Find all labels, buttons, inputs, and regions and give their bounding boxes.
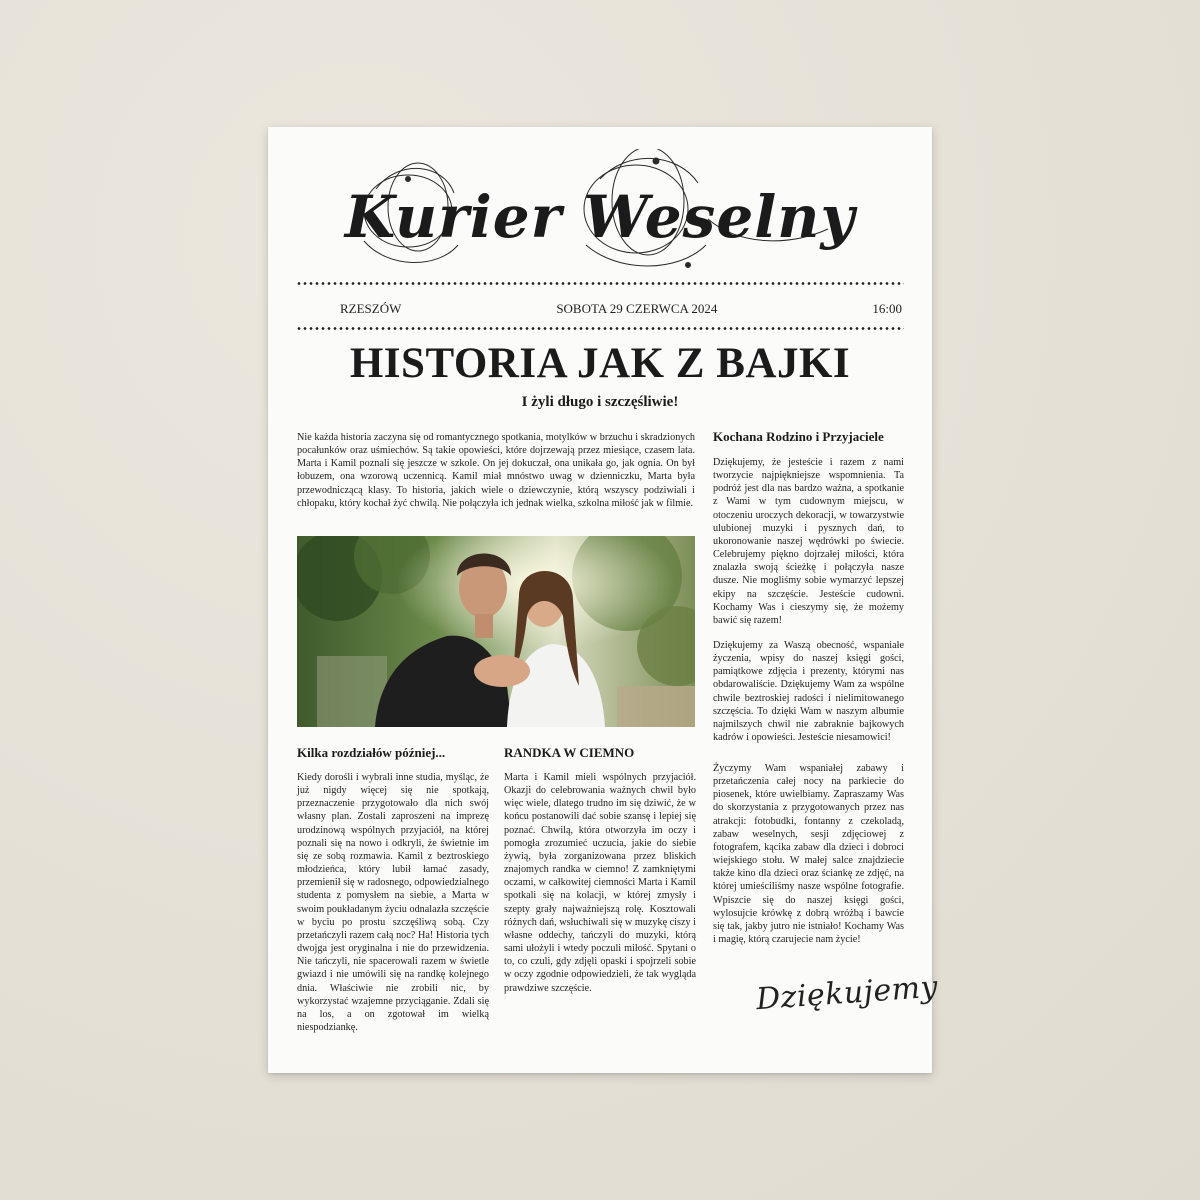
headline: HISTORIA JAK Z BAJKI [349, 340, 851, 387]
couple-photo-illustration [297, 536, 695, 727]
couple-photo [297, 536, 695, 727]
intro-paragraph: Nie każda historia zaczyna się od romantycznego spotkania, motylków w brzuchu i skradzionych pocałunków oraz uśmiechów. Są takie opowieści, które dojrzewają przez miesiące, czasem lata. Marta i Kamil poznali się jeszcze w szkole. On jej dokuczał, ona unikała go, jak ognia. On był łobuzem, ona wzorową uczennicą. Kamil miał mnóstwo uwag w dzienniczku, Marta była przewodniczącą klasy. To historia, jakich wiele o dziewczynie, którą wszyscy podziwiali i chłopaku, który kochał żyć chwilą. Nie połączyła ich jednak wielka, szkolna miłość jak w filmie. [297, 432, 695, 509]
letter-paragraph-2: Dziękujemy za Waszą obecność, wspaniałe życzenia, wpisy do naszej księgi gości, pamiątkowe zdjęcia i prezenty, którymi nas obdarowaliście. Dziękujemy Wam za wspólne chwile beztroskiej radości i nielimitowanego szczęścia. To dzięki Wam w naszym albumie najmilszych chwil nie zabraknie bajkowych kadrów i opowieści. Jesteście niesamowici! [713, 640, 904, 744]
letter-title: Kochana Rodzino i Przyjaciele [713, 429, 884, 444]
dateline-time: 16:00 [872, 301, 902, 316]
bottom-dotted-rule [296, 327, 904, 330]
top-dotted-rule [296, 282, 904, 285]
column-text-1: Kiedy dorośli i wybrali inne studia, myśląc, że już nigdy więcej się nie spotkają, przeznaczenie przygotowało dla nich swój własny plan. Zostali zaproszeni na imprezę urodzinową wspólnych przyjaciół, na której poznali się na nowo i odkryli, że świetnie im się ze sobą rozmawia. Kamil z beztroskiego młodzieńca, który lubił łamać zasady, przemienił się w radosnego, odpowiedzialnego studenta z pomysłem na siebie, a Marta w swoim poukładanym życiu odnalazła szczęście w byciu po prostu szczęśliwą sobą. Czy przetańczyli razem całą noc? Ha! Historia tych dwojga jest oryginalna i nie do przewidzenia. Nie tańczyli, nie spacerowali razem w świetle gwiazd i nie umówili się na randkę kolejnego dnia. Właściwie nie zrobili nic, by wykorzystać wzajemne przyciąganie. Zdali się na los, a on zgotował im wielką niespodziankę. [297, 772, 489, 1033]
dateline [340, 301, 902, 317]
subheadline: I żyli długo i szczęśliwie! [521, 394, 679, 410]
newspaper-sheet [268, 127, 940, 1073]
masthead [268, 149, 932, 279]
signature: Dziękujemy [754, 969, 940, 1018]
dateline-date: SOBOTA 29 CZERWCA 2024 [556, 301, 718, 316]
column-title-2: RANDKA W CIEMNO [504, 745, 635, 760]
masthead-title: Kurier Weselny [344, 183, 856, 251]
letter-paragraph-1: Dziękujemy, że jesteście i razem z nami tworzycie najpiękniejsze wspomnienia. Ta podróż jest dla nas bardzo ważna, a spotkanie z Wami w tym cudownym miejscu, w otoczeniu uroczych dekoracji, w towarzystwie ulubionej muzyki i pysznych dań, to ukoronowanie naszej wędrówki po świecie. Celebrujemy piękno dojrzałej miłości, która znalazła swoją ścieżkę i połączyła nasze dusze. Nie mogliśmy sobie wymarzyć lepszej ekipy na szczęście. Jesteście cudowni. Kochamy Was i cieszymy się, że możemy bawić się razem! [713, 457, 904, 626]
dateline-city: RZESZÓW [340, 301, 402, 316]
column-title-1: Kilka rozdziałów później... [297, 745, 446, 760]
column-text-2: Marta i Kamil mieli wspólnych przyjaciół. Okazji do celebrowania ważnych chwil było więc wiele, dlatego trudno im się dziwić, że w końcu postanowili dać sobie szansę i lepiej się poznać. Chwilą, która otworzyła im oczy i pomogła zrozumieć uczucia, jakie do siebie żywią, była zorganizowana przez bliskich znajomych randka w ciemno! Z zamkniętymi oczami, w całkowitej ciemności Marta i Kamil spotkali się na kolacji, w której zmysły i szepty grały najważniejszą rolę. Kosztowali różnych dań, wsłuchiwali się w muzykę ciszy i własne oddechy, tańczyli do muzyki, którą sami ułożyli i wtedy poczuli miłość. Spytani o to, co czuli, gdy zdjęli opaski i spojrzeli sobie w oczy zgodnie odpowiedzieli, że tak wygląda prawdziwe szczęście. [504, 772, 696, 994]
letter-paragraph-3: Życzymy Wam wspaniałej zabawy i przetańczenia całej nocy na parkiecie do piosenek, które uwielbiamy. Zapraszamy Was do skorzystania z przygotowanych przez nas atrakcji: fotobudki, fontanny z czekoladą, zabaw weselnych, sesji zdjęciowej z fotografem, kącika zabaw dla dzieci i dobroci wiejskiego stołu. W małej salce znajdziecie także kino dla dzieci oraz ściankę ze zdjęć, na której umieściliśmy nasze wspólne fotografie. Wpiszcie się do naszej księgi gości, wylosujcie krówkę z dobrą wróżbą i bawcie się tak, jakby jutro nie istniało! Kochamy Was i magię, którą czarujecie nam życie! [713, 763, 904, 946]
